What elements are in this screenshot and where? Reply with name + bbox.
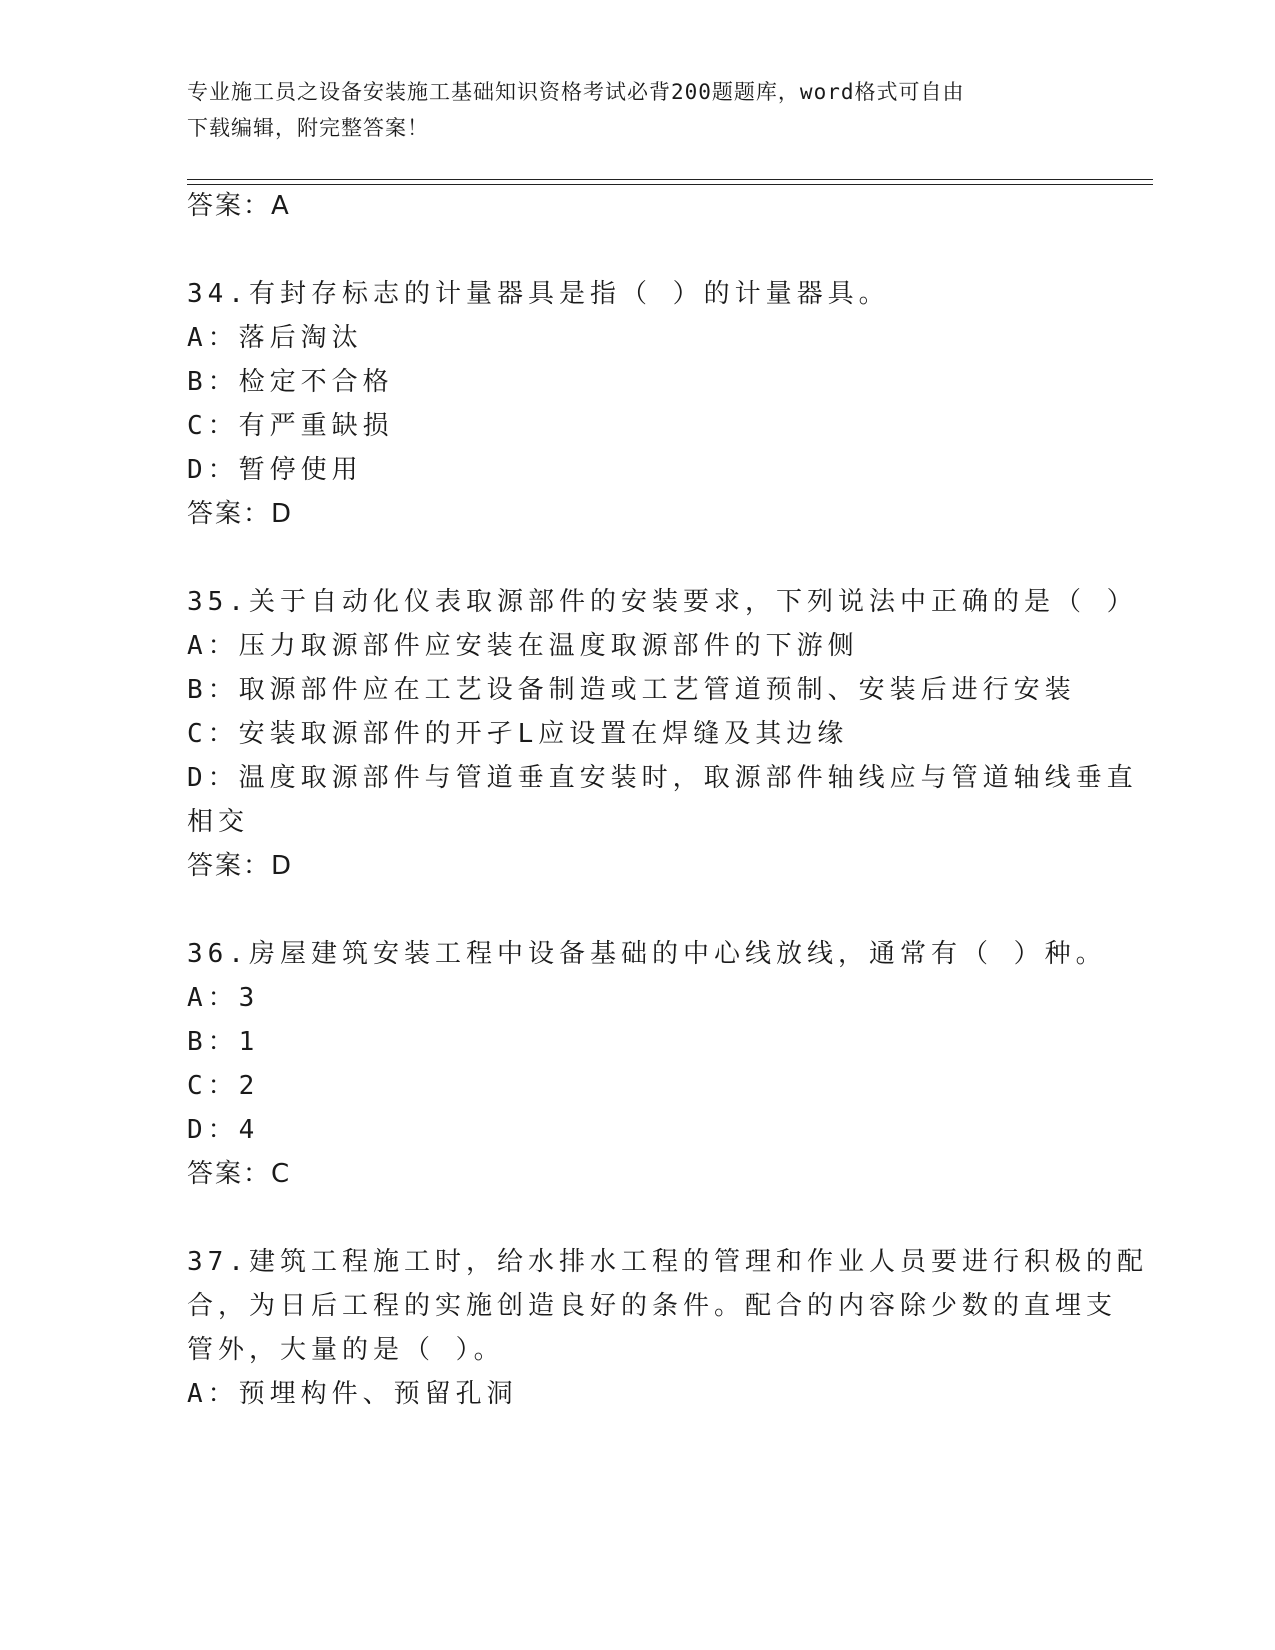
header-line-2: 下载编辑，附完整答案！ [187, 116, 429, 140]
option-a: A：预埋构件、预留孔洞 [187, 1379, 518, 1409]
option-d: D：4 [187, 1115, 260, 1145]
header-line-1: 专业施工员之设备安装施工基础知识资格考试必背200题题库，word格式可自由 [187, 80, 965, 104]
answer-line: 答案：D [187, 851, 294, 881]
question-stem: 36.房屋建筑安装工程中设备基础的中心线放线，通常有（ ）种。 [187, 939, 1107, 969]
document-header [187, 74, 1087, 146]
header-divider-top [187, 179, 1153, 180]
question-stem-continued: 合，为日后工程的实施创造良好的条件。配合的内容除少数的直埋支 [187, 1291, 1118, 1321]
option-b: B：检定不合格 [187, 367, 394, 397]
question-stem-continued: 管外，大量的是（ ）。 [187, 1335, 505, 1365]
answer-line: 答案：C [187, 1159, 292, 1189]
question-stem: 34.有封存标志的计量器具是指（ ）的计量器具。 [187, 279, 890, 309]
option-d-continued: 相交 [187, 807, 250, 837]
option-a: A：落后淘汰 [187, 323, 363, 353]
question-stem: 35.关于自动化仪表取源部件的安装要求，下列说法中正确的是（ ） [187, 587, 1138, 617]
option-a: A：3 [187, 983, 260, 1013]
option-a: A：压力取源部件应安装在温度取源部件的下游侧 [187, 631, 859, 661]
option-d: D：温度取源部件与管道垂直安装时，取源部件轴线应与管道轴线垂直 [187, 763, 1138, 793]
option-c: C：有严重缺损 [187, 411, 394, 441]
option-b: B：取源部件应在工艺设备制造或工艺管道预制、安装后进行安装 [187, 675, 1076, 705]
question-stem: 37.建筑工程施工时，给水排水工程的管理和作业人员要进行积极的配 [187, 1247, 1148, 1277]
option-b: B：1 [187, 1027, 260, 1057]
answer-line: 答案：A [187, 191, 291, 221]
header-divider-bottom [187, 184, 1153, 185]
option-c: C：2 [187, 1071, 260, 1101]
answer-line: 答案：D [187, 499, 294, 529]
option-d: D：暂停使用 [187, 455, 363, 485]
option-c: C：安装取源部件的开孑L应设置在焊缝及其边缘 [187, 719, 849, 749]
